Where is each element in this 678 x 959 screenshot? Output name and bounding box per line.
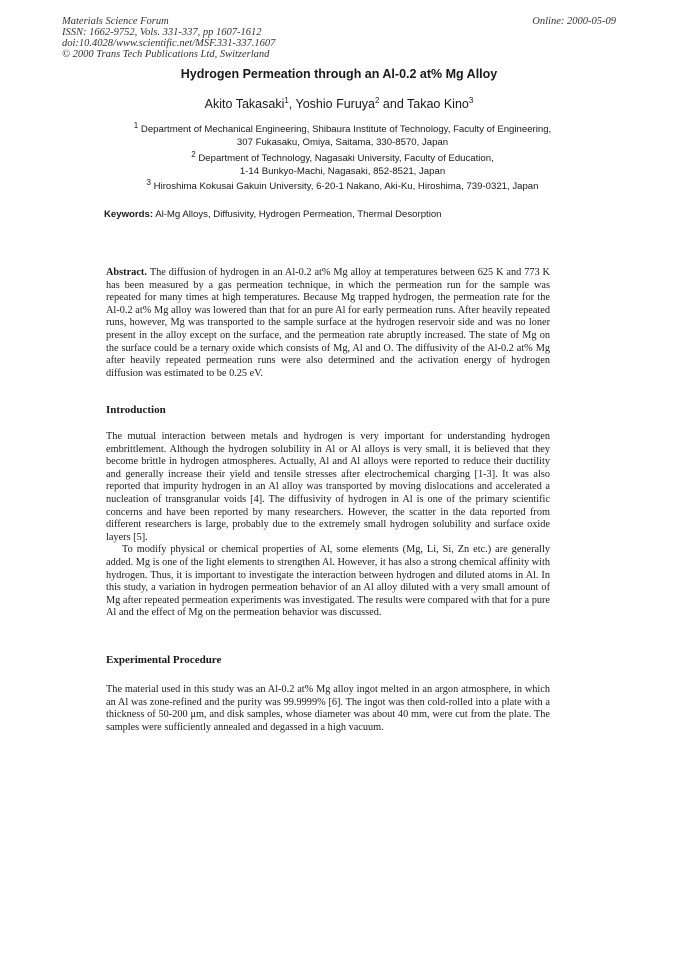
abstract-label: Abstract. — [106, 267, 147, 278]
issn-line: ISSN: 1662-9752, Vols. 331-337, pp 1607-1612 — [62, 27, 262, 38]
section-heading-experimental: Experimental Procedure — [106, 654, 222, 666]
paragraph: The mutual interaction between metals and hydrogen is very important for understanding hydrogen embrittlement. Although the hydrogen solubility in Al or Al alloys is very small, it is believed that they become brittle in hydrogen atmospheres. Actually, Al and Al alloys were reported to reduce their ductility and generally increase their yield and tensile stresses after electrochemical charging [1-3]. It was also reported that impurity hydrogen in an Al alloy was transported by moving dislocations and accelerated a nucleation of transgranular voids [4]. The diffusivity of hydrogen in Al is one of the primary scientific concerns and have been reported by many researchers. However, the scatter in the data reported from different researchers is large, probably due to the extremely small hydrogen solubility and surface oxide layers [5]. — [106, 431, 550, 543]
affiliation: $^1$ Department of Mechanical Engineering, Shibaura Institute of Technology, Faculty of Engineering, 307 Fukasaku, Omiya, Saitama, 330-8570, Japan — [133, 121, 552, 148]
author-separator: and — [379, 97, 408, 112]
abstract — [106, 267, 550, 380]
author-name: Takao Kino — [407, 97, 469, 112]
paragraph: The material used in this study was an Al-0.2 at% Mg alloy ingot melted in an argon atmosphere, in which an Al was zone-refined and the purity was 99.9999% [6]. The ingot was then cold-rolled into a plate with a thickness of 50-200 μm, and disk samples, whose diameter was about 40 mm, were cut from the plate. The samples were sufficiently annealed and degassed in a high vacuum. — [106, 684, 550, 733]
section-heading-introduction: Introduction — [106, 404, 166, 416]
abstract-text: The diffusion of hydrogen in an Al-0.2 at% Mg alloy at temperatures between 625 K and 773 K has been measured by a gas permeation technique, in which the permeation run for the sample was repeated for many times at high temperatures. Because Mg trapped hydrogen, the permeation rate for the Al-0.2 at% Mg alloy was lowered than that for an pure Al for early permeation runs. After heavily repeated runs, however, Mg was transported to the sample surface at the hydrogen reservoir side and was no loner present in the alloy except on the surface, and the permeation rate abruptly increased. The state of Mg on the surface could be a ternary oxide which consists of Mg, Al and O. The diffusivity of the Al-0.2 at% Mg after heavily repeated permeation runs were also determined and the activation energy of hydrogen diffusion was estimated to be 0.25 eV. — [106, 267, 550, 379]
keywords-list: Al-Mg Alloys, Diffusivity, Hydrogen Permeation, Thermal Desorption — [155, 209, 442, 220]
author-list — [0, 96, 678, 111]
affiliation: $^3$ Hiroshima Kokusai Gakuin University, 6-20-1 Nakano, Aki-Ku, Hiroshima, 739-0321, Japan — [146, 178, 539, 193]
author-affiliation-mark: 2 — [374, 96, 380, 105]
author-affiliation-mark: 1 — [284, 96, 289, 105]
introduction-body — [106, 431, 550, 620]
author-name: Yoshio Furuya — [295, 97, 375, 112]
journal-header — [62, 16, 275, 60]
author-affiliation-mark: 3 — [468, 96, 474, 105]
copyright-line: © 2000 Trans Tech Publications Ltd, Switzerland — [62, 49, 270, 60]
author-name: Akito Takasaki — [204, 97, 285, 112]
paragraph: To modify physical or chemical properties of Al, some elements (Mg, Li, Si, Zn etc.) are generally added. Mg is one of the light elements to strengthen Al. However, it has also a strong chemical affinity with hydrogen. Thus, it is important to investigate the interaction between hydrogen and diluted atoms in Al. In this study, a variation in hydrogen permeation behavior of an Al alloy diluted with a very small amount of Mg after repeated permeation experiments was investigated. The results were compared with that for a pure Al and the effect of Mg on the permeation behavior was discussed. — [106, 544, 550, 619]
author-separator: , — [288, 97, 296, 112]
journal-name: Materials Science Forum — [62, 16, 169, 27]
paper-title: Hydrogen Permeation through an Al-0.2 at% Mg Alloy — [180, 67, 498, 81]
affiliation: $^2$ Department of Technology, Nagasaki University, Faculty of Education, 1-14 Bunkyo-Machi, Nagasaki, 852-8521, Japan — [191, 150, 494, 177]
keywords-label: Keywords: — [104, 209, 154, 220]
keywords — [104, 209, 584, 220]
doi-line: doi:10.4028/www.scientific.net/MSF.331-337.1607 — [62, 38, 276, 49]
experimental-body — [106, 684, 550, 734]
online-date: Online: 2000-05-09 — [532, 16, 616, 27]
